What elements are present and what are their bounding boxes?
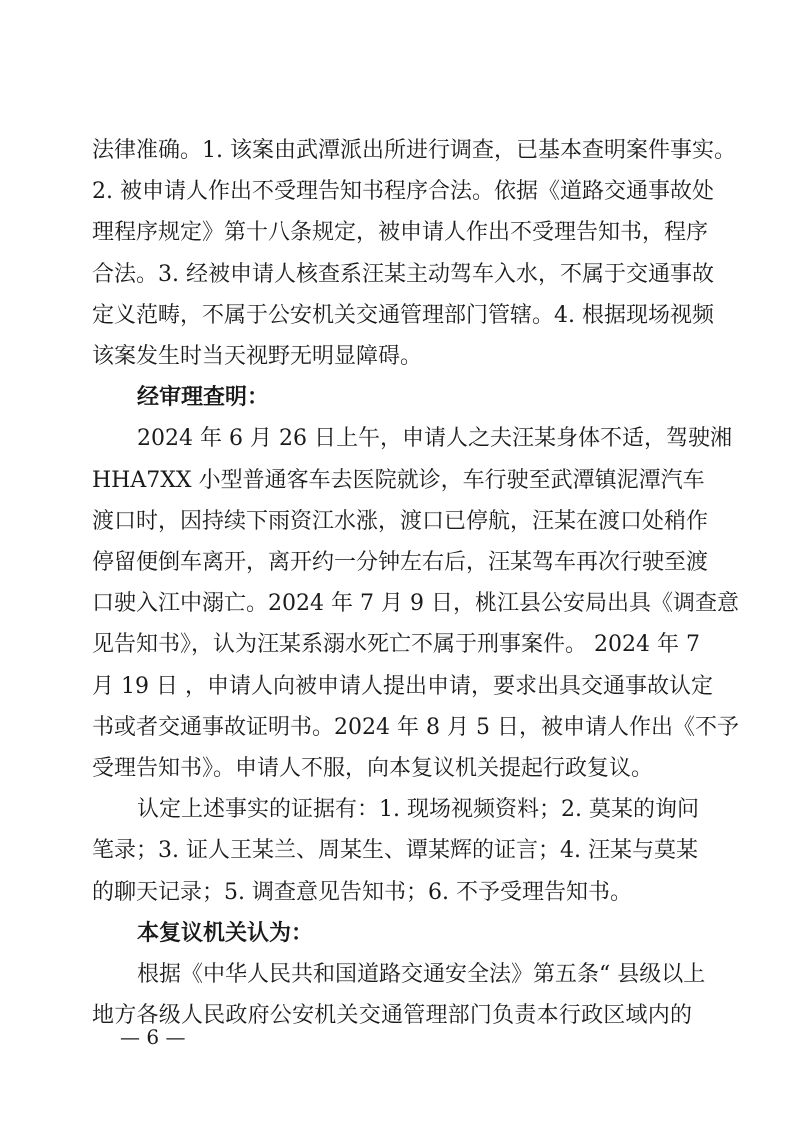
paragraph-3-line-1: 认定上述事实的证据有：1. 现场视频资料；2. 莫某的询问	[137, 797, 699, 822]
paragraph-1-line-1: 法律准确。1. 该案由武潭派出所进行调查，已基本查明案件事实。	[92, 138, 736, 163]
paragraph-3-line-3: 的聊天记录；5. 调查意见告知书；6. 不予受理告知书。	[92, 880, 632, 905]
paragraph-2-line-1: 2024 年 6 月 26 日上午，申请人之夫汪某身体不适，驾驶湘	[137, 426, 732, 451]
paragraph-2-line-4: 停留便倒车离开，离开约一分钟左右后，汪某驾车再次行驶至渡	[92, 550, 709, 575]
paragraph-3-line-2: 笔录；3. 证人王某兰、周某生、谭某辉的证言；4. 汪某与莫某	[92, 838, 698, 863]
heading-facts: 经审理查明：	[137, 385, 270, 410]
paragraph-2-line-2: HHA7XX 小型普通客车去医院就诊，车行驶至武潭镇泥潭汽车	[92, 468, 705, 493]
page-number: — 6 —	[120, 1025, 186, 1049]
paragraph-1-line-6: 该案发生时当天视野无明显障碍。	[92, 344, 423, 369]
paragraph-2-line-7: 月 19 日 ，申请人向被申请人提出申请，要求出具交通事故认定	[92, 674, 713, 699]
paragraph-2-line-8: 书或者交通事故证明书。2024 年 8 月 5 日，被申请人作出《不予	[92, 715, 739, 740]
paragraph-1-line-5: 定义范畴，不属于公安机关交通管理部门管辖。4. 根据现场视频	[92, 303, 714, 328]
paragraph-4-line-2: 地方各级人民政府公安机关交通管理部门负责本行政区域内的	[92, 1003, 692, 1028]
paragraph-1-line-2: 2. 被申请人作出不受理告知书程序合法。依据《道路交通事故处	[92, 179, 714, 204]
paragraph-1-line-4: 合法。3. 经被申请人核查系汪某主动驾车入水，不属于交通事故	[92, 262, 714, 287]
heading-opinion: 本复议机关认为：	[137, 921, 314, 946]
paragraph-2-line-6: 见告知书》，认为汪某系溺水死亡不属于刑事案件。 2024 年 7	[92, 632, 700, 657]
paragraph-2-line-9: 受理告知书》。申请人不服，向本复议机关提起行政复议。	[92, 756, 654, 781]
paragraph-2-line-3: 渡口时，因持续下雨资江水涨，渡口已停航，汪某在渡口处稍作	[92, 509, 709, 534]
paragraph-4-line-1: 根据《中华人民共和国道路交通安全法》第五条“ 县级以上	[137, 962, 706, 987]
paragraph-1-line-3: 理程序规定》第十八条规定，被申请人作出不受理告知书，程序	[92, 220, 709, 245]
paragraph-2-line-5: 口驶入江中溺亡。2024 年 7 月 9 日，桃江县公安局出具《调查意	[92, 591, 739, 616]
